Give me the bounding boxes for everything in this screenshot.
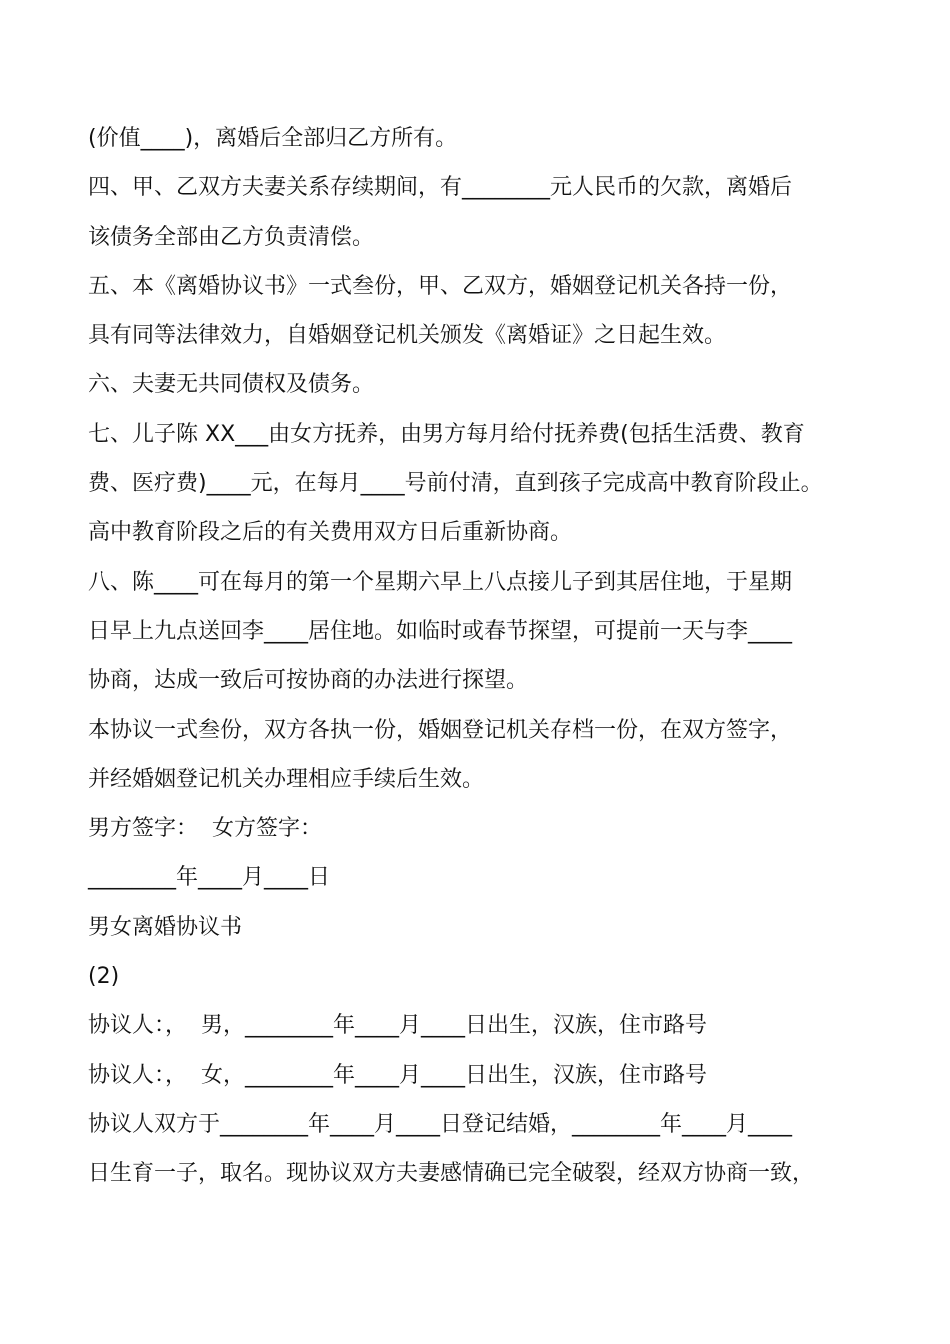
- text-line-2: 四、甲、乙双方夫妻关系存续期间，有________元人民币的欠款，离婚后: [88, 175, 793, 201]
- text-line-19: 协议人：， 男，________年____月____日出生，汉族，住市路号: [88, 1013, 707, 1039]
- text-line-21: 协议人双方于________年____月____日登记结婚，________年____月____: [88, 1111, 793, 1137]
- text-line-8: 费、医疗费)____元，在每月____号前付清，直到孩子完成高中教育阶段止。: [88, 471, 823, 497]
- text-line-12: 协商，达成一致后可按协商的办法进行探望。: [88, 668, 529, 694]
- document-body: [88, 114, 888, 1199]
- section-number: (2): [88, 964, 120, 990]
- text-line-11: 日早上九点送回李____居住地。如临时或春节探望，可提前一天与李____: [88, 618, 793, 644]
- text-line-20: 协议人：， 女，________年____月____日出生，汉族，住市路号: [88, 1062, 707, 1088]
- text-line-5: 具有同等法律效力，自婚姻登记机关颁发《离婚证》之日起生效。: [88, 323, 727, 349]
- text-line-13: 本协议一式叁份，双方各执一份，婚姻登记机关存档一份，在双方签字，: [88, 717, 793, 743]
- section-title: 男女离婚协议书: [88, 914, 243, 940]
- signature-line: 男方签字： 女方签字：: [88, 816, 322, 842]
- text-line-6: 六、夫妻无共同债权及债务。: [88, 372, 375, 398]
- text-line-3: 该债务全部由乙方负责清偿。: [88, 224, 375, 250]
- text-line-10: 八、陈____可在每月的第一个星期六早上八点接儿子到其居住地，于星期: [88, 569, 793, 595]
- text-line-7: 七、儿子陈 XX___由女方抚养，由男方每月给付抚养费(包括生活费、教育: [88, 421, 805, 447]
- text-line-14: 并经婚姻登记机关办理相应手续后生效。: [88, 766, 485, 792]
- text-line-9: 高中教育阶段之后的有关费用双方日后重新协商。: [88, 520, 573, 546]
- date-line: ________年____月____日: [88, 865, 331, 891]
- text-line-22: 日生育一子，取名。现协议双方夫妻感情确已完全破裂，经双方协商一致，: [88, 1161, 815, 1187]
- text-line-1: (价值____)，离婚后全部归乙方所有。: [88, 126, 458, 151]
- text-line-4: 五、本《离婚协议书》一式叁份，甲、乙双方，婚姻登记机关各持一份，: [88, 273, 793, 299]
